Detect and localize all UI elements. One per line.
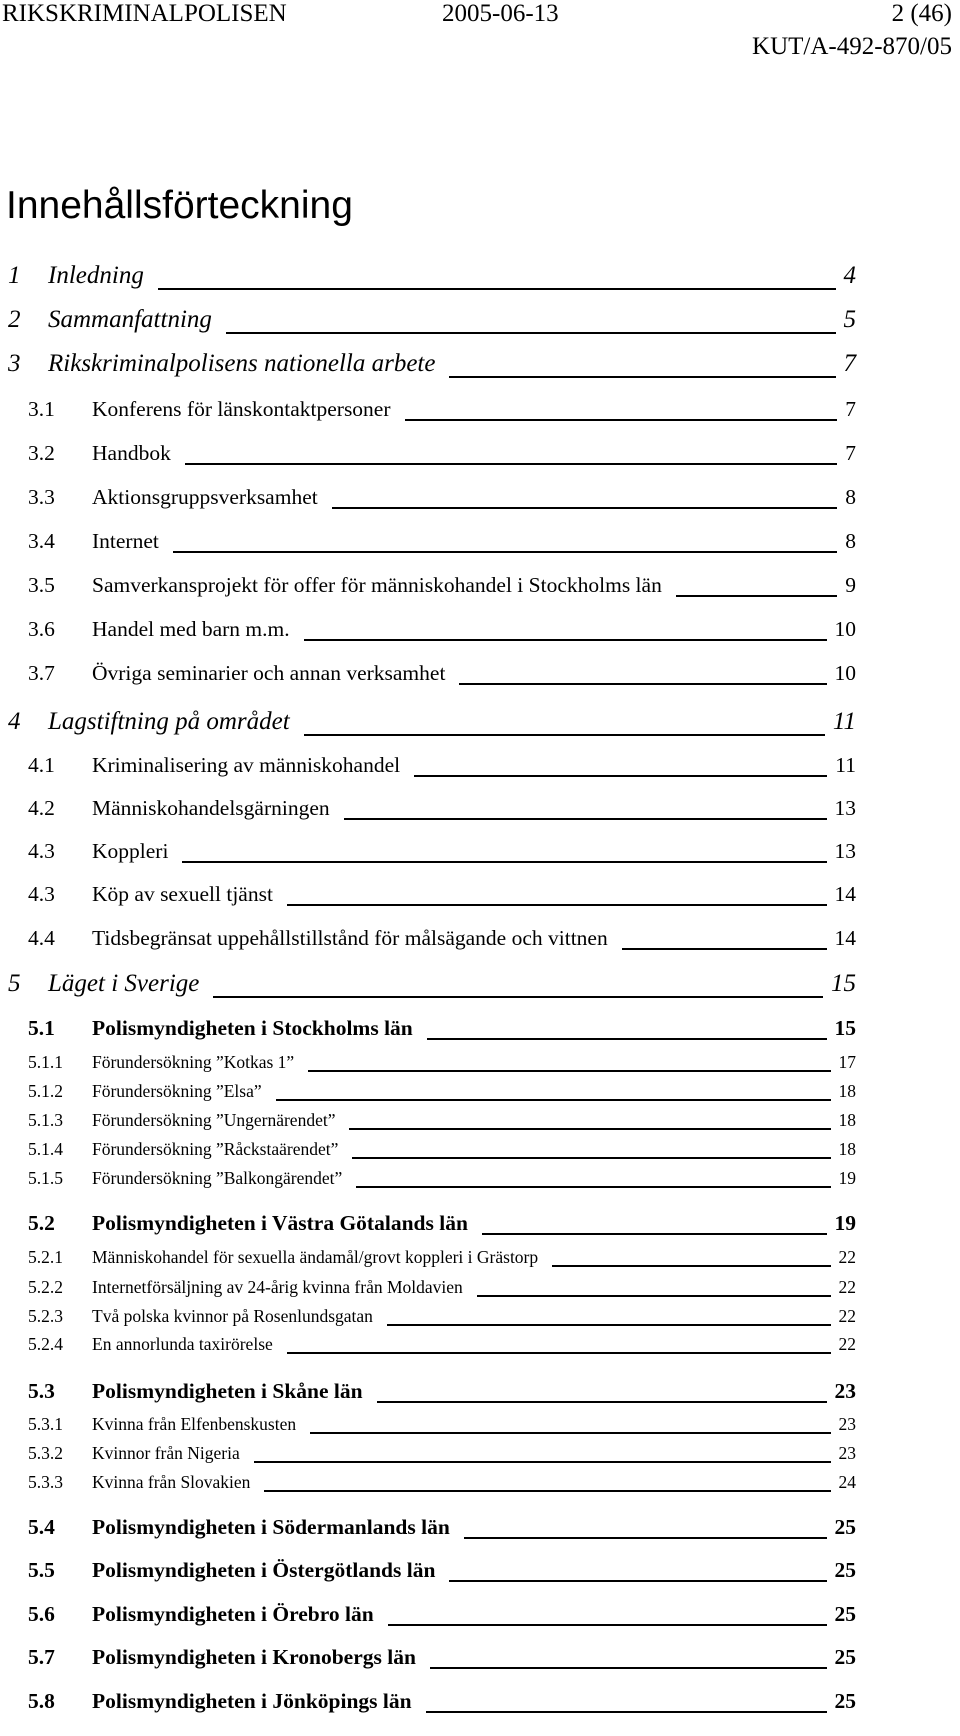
toc-entry-page: 4 [843,262,856,289]
toc-entry[interactable] [0,397,960,423]
toc-entry[interactable] [0,1168,960,1190]
toc-leader-line [349,1128,830,1130]
toc-leader-line [182,861,826,863]
toc-leader-line [405,419,838,421]
toc-entry-title: Kvinnor från Nigeria [92,1443,240,1463]
toc-leader-line [276,1099,831,1101]
toc-leader-line [387,1324,831,1326]
toc-entry-number: 1 [8,262,21,289]
toc-entry-title: Inledning [48,262,144,289]
toc-entry-number: 4 [8,708,21,735]
toc-leader-line [332,507,838,509]
toc-entry-number: 5.2.1 [28,1247,63,1267]
toc-leader-line [356,1186,830,1188]
toc-leader-line [344,818,827,820]
toc-leader-line [414,775,827,777]
toc-entry[interactable] [0,708,960,738]
toc-entry-title: Förundersökning ”Elsa” [92,1081,262,1101]
toc-entry-number: 3 [8,350,21,377]
toc-entry-title: Förundersökning ”Kotkas 1” [92,1052,295,1072]
toc-leader-line [213,996,823,998]
toc-entry-page: 11 [832,708,856,735]
toc-leader-line [308,1070,830,1072]
toc-entry-title: Köp av sexuell tjänst [92,882,273,906]
toc-entry-title: Aktionsgruppsverksamhet [92,485,318,509]
toc-leader-line [304,734,825,736]
toc-entry-page: 14 [834,926,856,950]
toc-entry-page: 25 [834,1689,856,1713]
toc-entry-title: Tidsbegränsat uppehållstillstånd för målsägande och vittnen [92,926,608,950]
toc-entry-number: 5.3.1 [28,1414,63,1434]
toc-leader-line [449,1580,826,1582]
toc-entry-number: 5.4 [28,1515,55,1539]
toc-entry[interactable] [0,1602,960,1628]
toc-entry-title: Rikskriminalpolisens nationella arbete [48,350,436,377]
toc-entry-number: 5.2.4 [28,1334,63,1354]
toc-entry-page: 7 [845,441,856,465]
toc-entry-page: 8 [845,485,856,509]
toc-entry-title: Konferens för länskontaktpersoner [92,397,391,421]
toc-leader-line [426,1711,827,1713]
page-title: Innehållsförteckning [6,184,353,227]
toc-entry-number: 5.2.2 [28,1277,63,1297]
toc-leader-line [158,288,836,290]
toc-leader-line [377,1401,827,1403]
toc-entry-title: Kvinna från Slovakien [92,1472,251,1492]
toc-entry-number: 4.2 [28,796,55,820]
toc-entry-page: 15 [834,1016,856,1040]
toc-entry-title: Två polska kvinnor på Rosenlundsgatan [92,1306,373,1326]
toc-entry-page: 14 [834,882,856,906]
toc-entry-title: En annorlunda taxirörelse [92,1334,273,1354]
toc-entry-page: 5 [843,306,856,333]
toc-entry-title: Polismyndigheten i Stockholms län [92,1016,413,1040]
toc-entry-page: 10 [834,617,856,641]
toc-entry-page: 7 [843,350,856,377]
toc-entry[interactable] [0,262,960,292]
toc-entry-page: 19 [834,1211,856,1235]
toc-entry-page: 22 [838,1277,856,1297]
toc-entry[interactable] [0,1110,960,1132]
toc-leader-line [185,463,837,465]
toc-entry-title: Förundersökning ”Balkongärendet” [92,1168,343,1188]
toc-entry-page: 13 [834,796,856,820]
toc-entry-title: Människohandel för sexuella ändamål/grovt koppleri i Grästorp [92,1247,539,1267]
toc-entry[interactable] [0,617,960,643]
toc-entry-number: 5.1 [28,1016,55,1040]
header-page-number: 2 (46) [891,0,952,27]
toc-leader-line [264,1490,830,1492]
toc-entry[interactable] [0,661,960,687]
toc-leader-line [622,948,827,950]
toc-entry-number: 5.1.2 [28,1081,63,1101]
toc-entry-number: 5.5 [28,1558,55,1582]
toc-entry-number: 5.1.3 [28,1110,63,1130]
toc-entry-number: 4.3 [28,882,55,906]
toc-entry-title: Läget i Sverige [48,970,200,997]
toc-entry-title: Samverkansprojekt för offer för människohandel i Stockholms län [92,573,662,597]
toc-leader-line [352,1157,830,1159]
toc-entry-title: Internet [92,529,159,553]
toc-entry-number: 5.3.3 [28,1472,63,1492]
toc-entry[interactable] [0,1414,960,1436]
toc-entry-number: 5.3.2 [28,1443,63,1463]
toc-entry[interactable] [0,1443,960,1465]
toc-entry-number: 5.1.5 [28,1168,63,1188]
toc-entry-title: Kvinna från Elfenbenskusten [92,1414,297,1434]
toc-entry[interactable] [0,1139,960,1161]
toc-entry-title: Förundersökning ”Råckstaärendet” [92,1139,339,1159]
toc-entry[interactable] [0,1277,960,1299]
toc-entry[interactable] [0,1211,960,1237]
toc-entry-title: Polismyndigheten i Östergötlands län [92,1558,436,1582]
toc-entry[interactable] [0,1016,960,1042]
toc-entry-title: Polismyndigheten i Skåne län [92,1379,363,1403]
toc-leader-line [287,904,827,906]
toc-entry-title: Polismyndigheten i Jönköpings län [92,1689,412,1713]
toc-entry-title: Människohandelsgärningen [92,796,330,820]
toc-entry-number: 4.4 [28,926,55,950]
toc-entry-page: 25 [834,1645,856,1669]
toc-entry-page: 22 [838,1247,856,1267]
toc-entry-number: 3.4 [28,529,55,553]
toc-entry-title: Lagstiftning på området [48,708,290,735]
toc-entry-page: 18 [838,1081,856,1101]
toc-leader-line [552,1265,830,1267]
toc-entry-number: 5.6 [28,1602,55,1626]
toc-entry-number: 5.2 [28,1211,55,1235]
toc-leader-line [449,376,835,378]
toc-entry-page: 25 [834,1558,856,1582]
toc-entry-title: Sammanfattning [48,306,212,333]
toc-entry-page: 23 [838,1414,856,1434]
toc-leader-line [459,683,826,685]
header-reference: KUT/A-492-870/05 [752,33,952,60]
toc-entry[interactable] [0,1645,960,1671]
toc-entry[interactable] [0,573,960,599]
toc-entry[interactable] [0,1689,960,1715]
toc-entry-page: 7 [845,397,856,421]
toc-entry-page: 25 [834,1602,856,1626]
toc-entry[interactable] [0,796,960,822]
toc-entry[interactable] [0,1306,960,1328]
header-organization: RIKSKRIMINALPOLISEN [2,0,287,27]
toc-entry-number: 3.2 [28,441,55,465]
toc-entry-page: 17 [838,1052,856,1072]
toc-entry[interactable] [0,839,960,865]
toc-entry-page: 15 [831,970,856,997]
toc-entry-number: 3.5 [28,573,55,597]
toc-entry-page: 22 [838,1334,856,1354]
toc-entry-number: 5.8 [28,1689,55,1713]
toc-entry-title: Koppleri [92,839,169,863]
toc-entry-page: 23 [838,1443,856,1463]
toc-entry-page: 18 [838,1110,856,1130]
toc-entry[interactable] [0,350,960,380]
toc-entry[interactable] [0,1472,960,1494]
toc-entry-page: 18 [838,1139,856,1159]
toc-entry-page: 13 [834,839,856,863]
toc-entry-number: 3.7 [28,661,55,685]
toc-entry-number: 4.1 [28,753,55,777]
toc-entry-title: Förundersökning ”Ungernärendet” [92,1110,336,1130]
toc-leader-line [304,639,827,641]
toc-entry[interactable] [0,529,960,555]
toc-leader-line [430,1667,827,1669]
toc-entry-page: 19 [838,1168,856,1188]
toc-entry-number: 3.1 [28,397,55,421]
toc-entry-title: Polismyndigheten i Örebro län [92,1602,374,1626]
toc-leader-line [477,1295,831,1297]
toc-entry-title: Polismyndigheten i Södermanlands län [92,1515,450,1539]
toc-entry[interactable] [0,1558,960,1584]
toc-entry[interactable] [0,1334,960,1356]
toc-entry-title: Polismyndigheten i Västra Götalands län [92,1211,468,1235]
toc-leader-line [254,1461,831,1463]
toc-entry-number: 5.1.1 [28,1052,63,1072]
toc-entry[interactable] [0,970,960,1000]
toc-entry-page: 22 [838,1306,856,1326]
toc-entry[interactable] [0,882,960,908]
toc-entry-number: 2 [8,306,21,333]
toc-entry-page: 11 [835,753,856,777]
toc-entry-page: 8 [845,529,856,553]
toc-entry-number: 5 [8,970,21,997]
toc-entry[interactable] [0,1081,960,1103]
toc-entry[interactable] [0,1379,960,1405]
toc-entry-page: 10 [834,661,856,685]
toc-leader-line [310,1432,830,1434]
toc-entry-title: Kriminalisering av människohandel [92,753,401,777]
toc-leader-line [388,1624,827,1626]
toc-entry[interactable] [0,753,960,779]
toc-entry-number: 5.2.3 [28,1306,63,1326]
toc-entry-title: Internetförsäljning av 24-årig kvinna från Moldavien [92,1277,463,1297]
toc-entry-number: 3.3 [28,485,55,509]
toc-entry[interactable] [0,1247,960,1269]
toc-entry-number: 5.1.4 [28,1139,63,1159]
toc-leader-line [676,595,837,597]
toc-entry-page: 25 [834,1515,856,1539]
toc-entry-number: 5.7 [28,1645,55,1669]
toc-entry-number: 3.6 [28,617,55,641]
toc-leader-line [226,332,836,334]
toc-entry-title: Övriga seminarier och annan verksamhet [92,661,446,685]
toc-entry-number: 5.3 [28,1379,55,1403]
toc-leader-line [464,1537,827,1539]
toc-leader-line [427,1038,827,1040]
toc-entry-page: 9 [845,573,856,597]
toc-entry-number: 4.3 [28,839,55,863]
toc-entry[interactable] [0,485,960,511]
toc-entry-title: Polismyndigheten i Kronobergs län [92,1645,416,1669]
toc-entry-page: 23 [834,1379,856,1403]
toc-entry-title: Handbok [92,441,171,465]
toc-leader-line [173,551,837,553]
toc-entry-page: 24 [838,1472,856,1492]
toc-entry[interactable] [0,441,960,467]
toc-entry[interactable] [0,1052,960,1074]
toc-leader-line [482,1233,827,1235]
header-date: 2005-06-13 [442,0,559,27]
toc-entry-title: Handel med barn m.m. [92,617,290,641]
toc-leader-line [287,1352,831,1354]
toc-entry[interactable] [0,1515,960,1541]
toc-entry[interactable] [0,926,960,952]
toc-entry[interactable] [0,306,960,336]
